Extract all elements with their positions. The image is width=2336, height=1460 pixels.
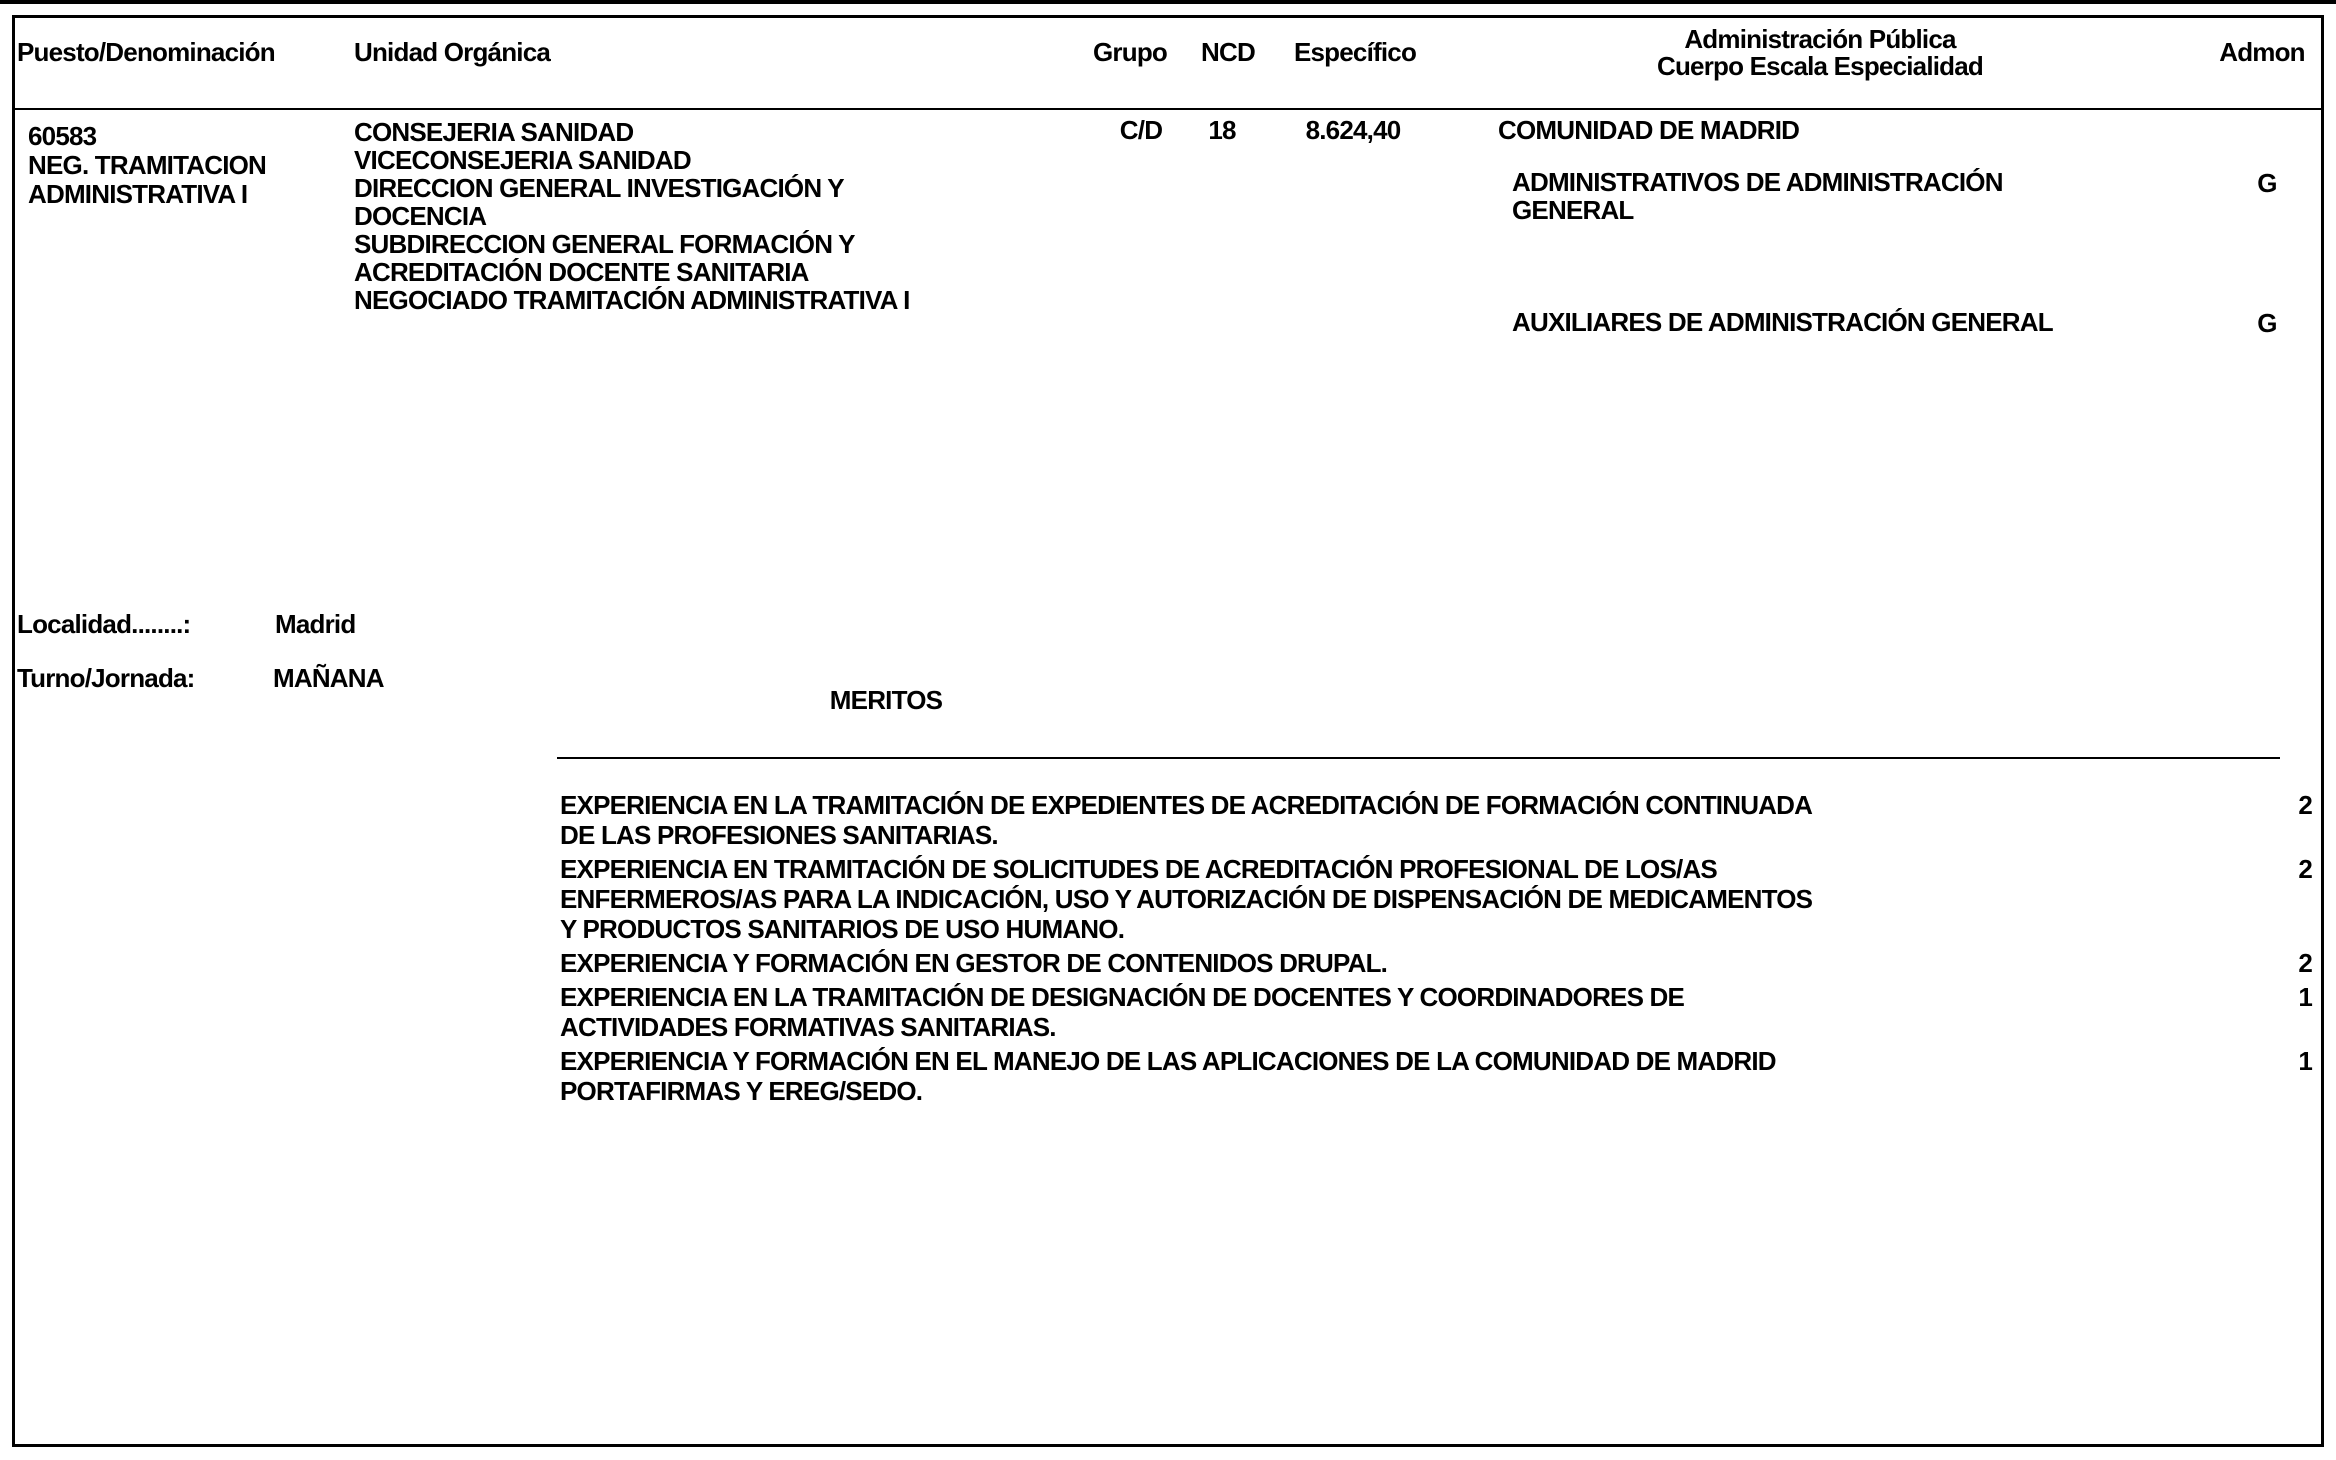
puesto-denominacion-line: ADMINISTRATIVA I bbox=[28, 179, 248, 209]
merit-text bbox=[560, 982, 2120, 1042]
merit-item bbox=[560, 790, 2318, 850]
merit-text bbox=[560, 948, 2120, 978]
merit-text-line: EXPERIENCIA Y FORMACIÓN EN EL MANEJO DE LAS APLICACIONES DE LA COMUNIDAD DE MADRID bbox=[560, 1046, 1776, 1076]
unidad-organica-block bbox=[354, 118, 910, 314]
column-header-grupo: Grupo bbox=[1093, 37, 1167, 67]
merit-points-value: 1 bbox=[2298, 1046, 2312, 1076]
column-header-especifico: Específico bbox=[1293, 37, 1417, 67]
localidad-label: Localidad........: bbox=[17, 609, 191, 639]
merit-text-line: DE LAS PROFESIONES SANITARIAS. bbox=[560, 820, 998, 850]
table-border-box bbox=[12, 15, 2324, 1447]
cuerpo-name bbox=[1512, 308, 2302, 336]
administracion-publica: COMUNIDAD DE MADRID bbox=[1498, 115, 1800, 145]
turno-jornada-value: MAÑANA bbox=[273, 663, 384, 693]
merit-points-value: 2 bbox=[2298, 948, 2312, 978]
column-header-puesto: Puesto/Denominación bbox=[17, 37, 275, 67]
merit-text-line: PORTAFIRMAS Y EREG/SEDO. bbox=[560, 1076, 923, 1106]
localidad-value: Madrid bbox=[275, 609, 356, 639]
puesto-grupo: C/D bbox=[1119, 115, 1163, 145]
cuerpo-row bbox=[1512, 308, 2302, 336]
cuerpo-name-line: AUXILIARES DE ADMINISTRACIÓN GENERAL bbox=[1512, 307, 2053, 337]
merit-text-line: EXPERIENCIA EN LA TRAMITACIÓN DE DESIGNACIÓN DE DOCENTES Y COORDINADORES DE bbox=[560, 982, 1685, 1012]
merit-text bbox=[560, 1046, 2120, 1106]
column-header-unidad: Unidad Orgánica bbox=[354, 37, 551, 67]
unidad-organica-line: VICECONSEJERIA SANIDAD bbox=[354, 145, 691, 175]
cuerpo-name-line: ADMINISTRATIVOS DE ADMINISTRACIÓN bbox=[1512, 167, 2003, 197]
unidad-organica-line: DOCENCIA bbox=[354, 201, 487, 231]
header-underline bbox=[15, 108, 2321, 110]
cuerpo-row bbox=[1512, 168, 2302, 224]
merit-text-line: EXPERIENCIA EN TRAMITACIÓN DE SOLICITUDES DE ACREDITACIÓN PROFESIONAL DE LOS/AS bbox=[560, 854, 1717, 884]
puesto-denominacion-block bbox=[28, 122, 266, 209]
cuerpo-name-line: GENERAL bbox=[1512, 195, 1634, 225]
column-header-administracion-line2: Cuerpo Escala Especialidad bbox=[1656, 51, 1984, 81]
merit-text-line: ACTIVIDADES FORMATIVAS SANITARIAS. bbox=[560, 1012, 1056, 1042]
puesto-especifico: 8.624,40 bbox=[1305, 115, 1401, 145]
merit-text-line: ENFERMEROS/AS PARA LA INDICACIÓN, USO Y AUTORIZACIÓN DE DISPENSACIÓN DE MEDICAMENTOS bbox=[560, 884, 1813, 914]
unidad-organica-line: DIRECCION GENERAL INVESTIGACIÓN Y bbox=[354, 173, 844, 203]
merit-text bbox=[560, 790, 2120, 850]
meritos-separator bbox=[557, 757, 2280, 759]
unidad-organica-line: CONSEJERIA SANIDAD bbox=[354, 117, 634, 147]
merit-text-line: EXPERIENCIA Y FORMACIÓN EN GESTOR DE CONTENIDOS DRUPAL. bbox=[560, 948, 1388, 978]
cuerpo-name bbox=[1512, 168, 2302, 224]
merit-points-value: 2 bbox=[2298, 854, 2312, 884]
unidad-organica-line: SUBDIRECCION GENERAL FORMACIÓN Y bbox=[354, 229, 855, 259]
merit-text bbox=[560, 854, 2120, 944]
merit-item bbox=[560, 948, 2318, 978]
puesto-denominacion-line: NEG. TRAMITACION bbox=[28, 150, 267, 180]
merit-text-line: EXPERIENCIA EN LA TRAMITACIÓN DE EXPEDIENTES DE ACREDITACIÓN DE FORMACIÓN CONTINUADA bbox=[560, 790, 1813, 820]
turno-jornada-label: Turno/Jornada: bbox=[17, 663, 195, 693]
unidad-organica-line: NEGOCIADO TRAMITACIÓN ADMINISTRATIVA I bbox=[354, 285, 910, 315]
merit-item bbox=[560, 854, 2318, 944]
meritos-title: MERITOS bbox=[829, 685, 943, 715]
column-header-admon: Admon bbox=[2219, 37, 2305, 67]
column-header-ncd: NCD bbox=[1201, 37, 1255, 67]
cuerpo-list bbox=[1512, 168, 2302, 336]
cuerpo-admon-value: G bbox=[2257, 168, 2277, 198]
merit-item bbox=[560, 982, 2318, 1042]
column-header-administracion-line1: Administración Pública bbox=[1684, 24, 1956, 54]
puesto-denominacion-lines bbox=[28, 151, 266, 209]
puesto-ncd: 18 bbox=[1208, 115, 1236, 145]
merit-points-value: 2 bbox=[2298, 790, 2312, 820]
column-header-administracion bbox=[1657, 26, 1983, 80]
top-rule bbox=[0, 0, 2336, 4]
merit-text-line: Y PRODUCTOS SANITARIOS DE USO HUMANO. bbox=[560, 914, 1125, 944]
merit-points-value: 1 bbox=[2298, 982, 2312, 1012]
merit-item bbox=[560, 1046, 2318, 1106]
cuerpo-admon-value: G bbox=[2257, 308, 2277, 338]
unidad-organica-line: ACREDITACIÓN DOCENTE SANITARIA bbox=[354, 257, 809, 287]
meritos-list bbox=[560, 790, 2318, 1110]
puesto-codigo: 60583 bbox=[28, 121, 97, 151]
